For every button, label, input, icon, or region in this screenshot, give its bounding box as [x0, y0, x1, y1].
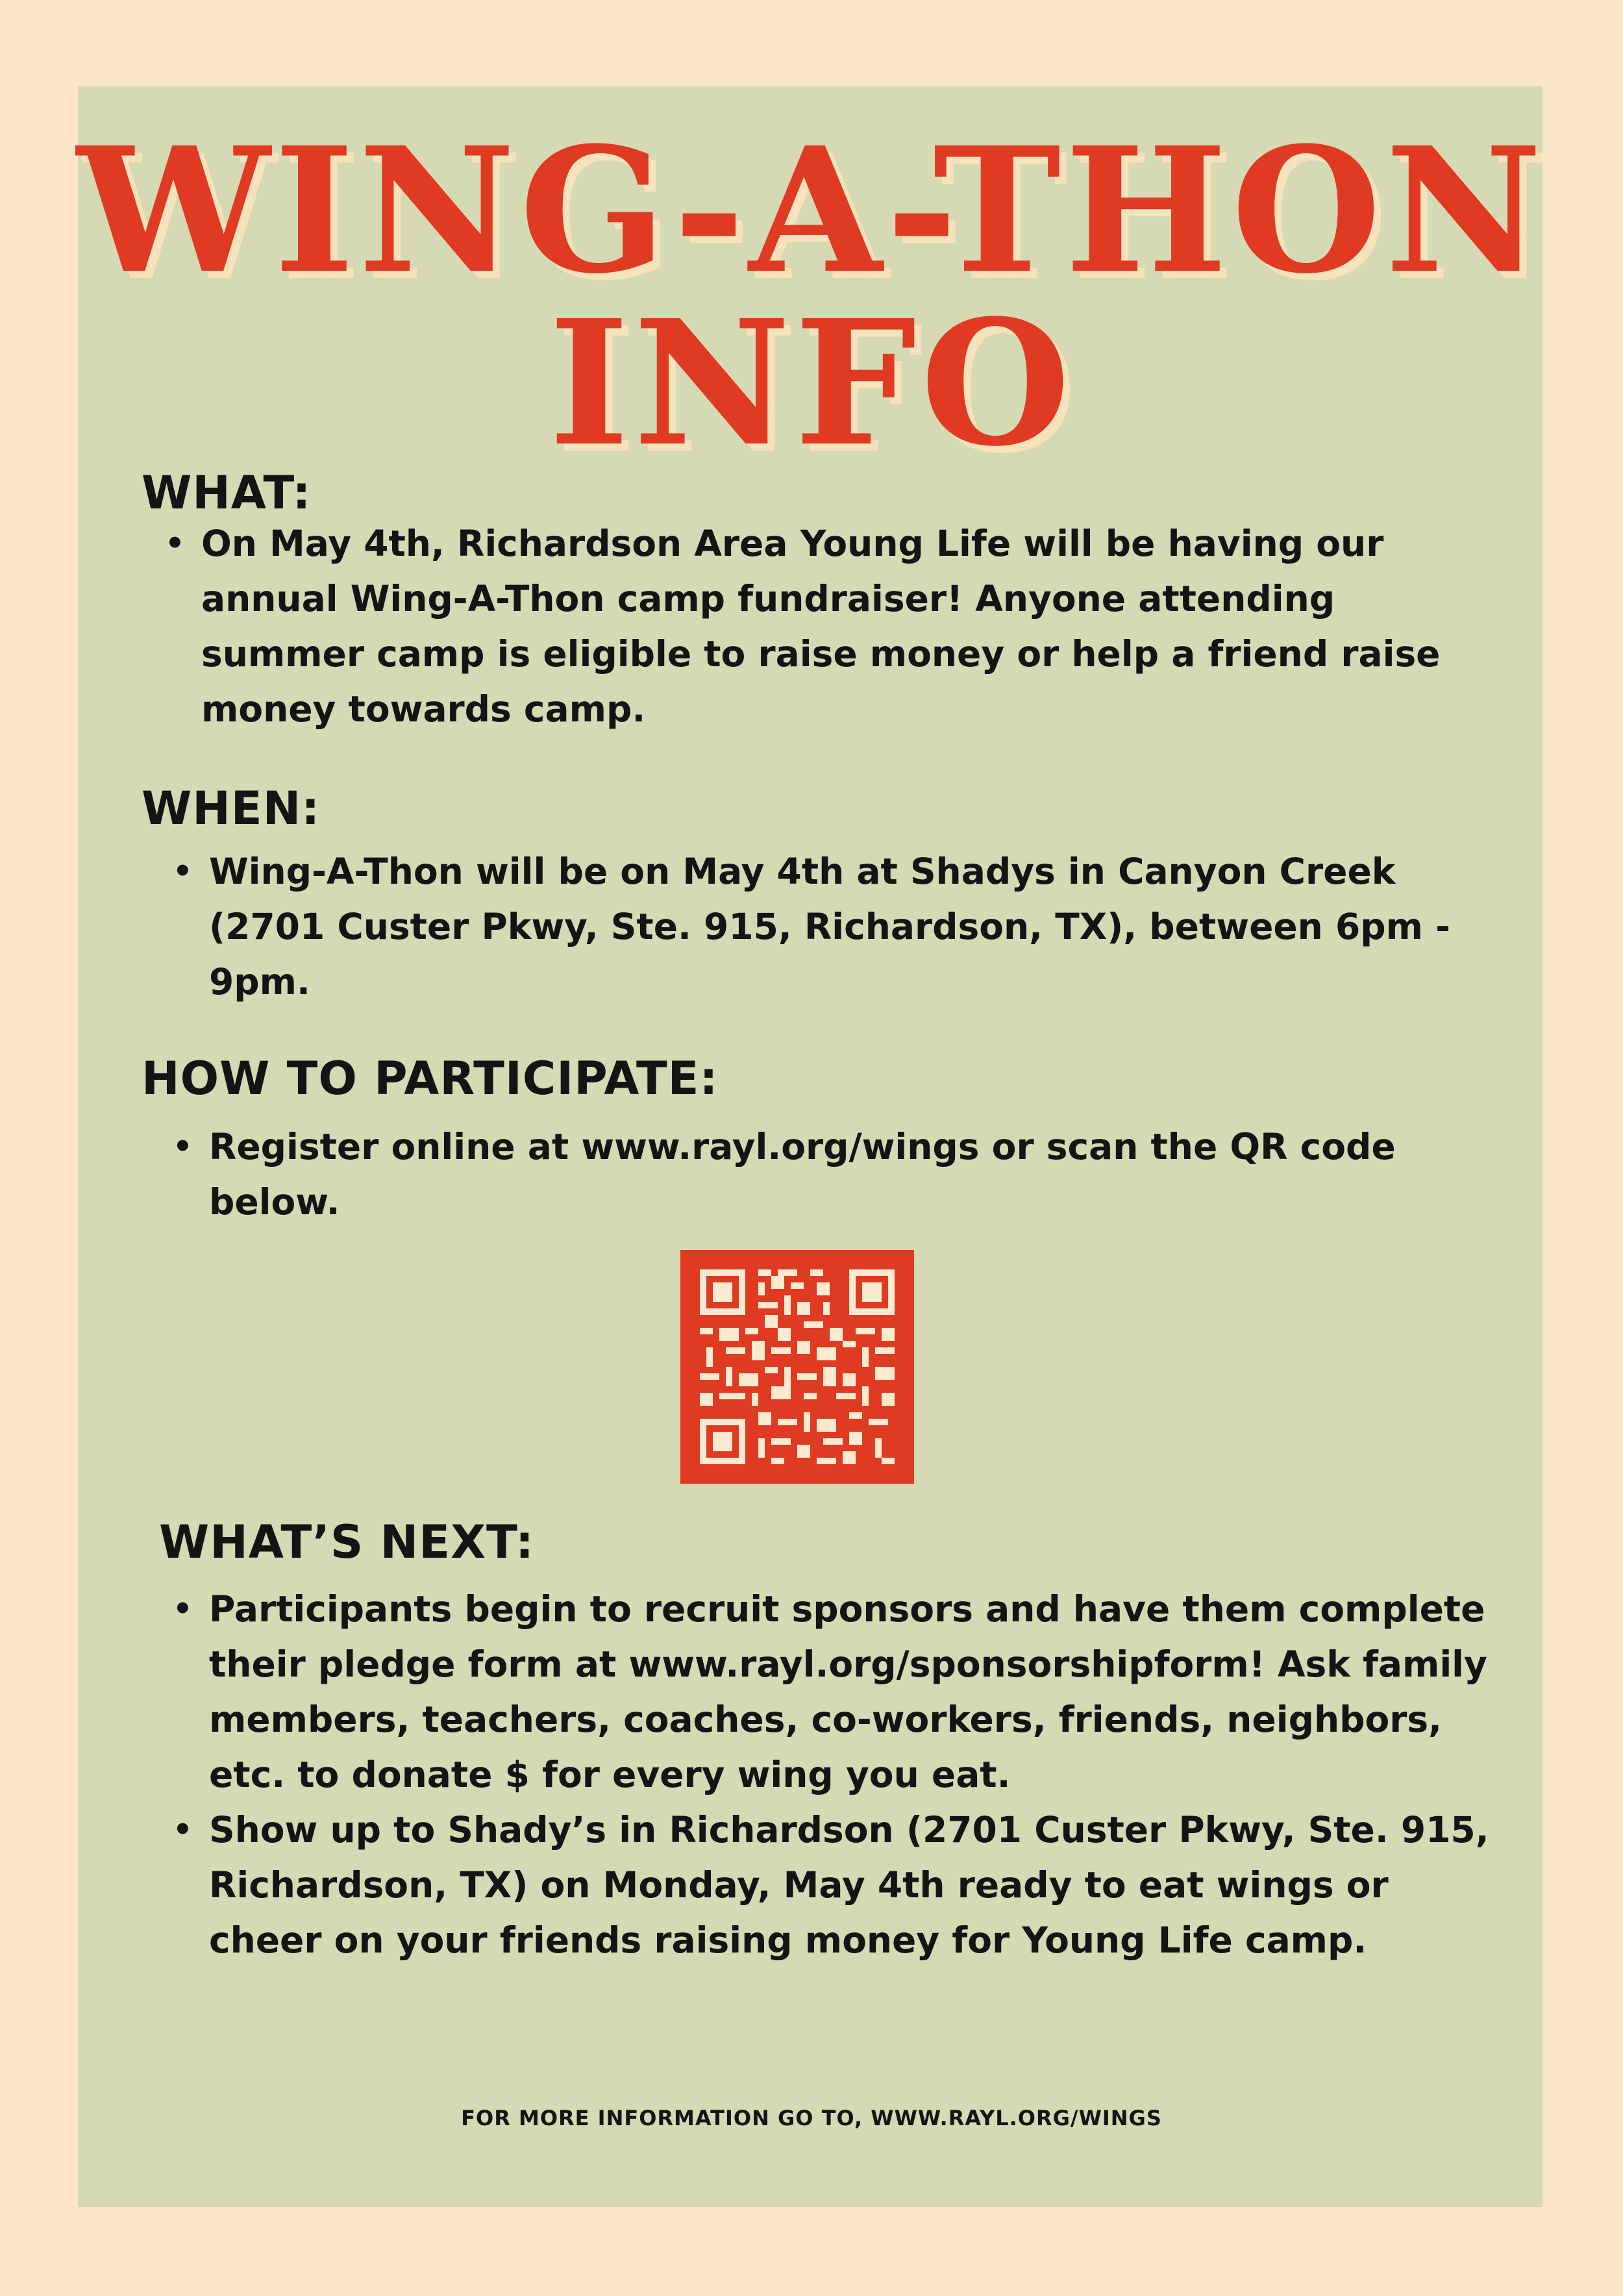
bullet-icon: • [165, 525, 185, 562]
next-heading: WHAT’S NEXT: [159, 1516, 534, 1569]
when-item-1-text: Wing-A-Thon will be on May 4th at Shadys in Canyon Creek (2701 Custer Pkwy, Ste. 915, Richardson, TX), between 6pm - 9pm. [209, 851, 1450, 1003]
next-item-1-text: Participants begin to recruit sponsors and have them complete their pledge form at www.rayl.org/sponsorshipform! Ask family members, teachers, coaches, co-workers, friends, neighbors, etc. to donate $ for every wing you eat. [209, 1588, 1487, 1795]
qr-code[interactable] [680, 1250, 914, 1484]
title-line-1: WING-A-THON [77, 110, 1546, 312]
how-list [170, 1119, 1494, 1230]
bullet-icon: • [173, 1129, 193, 1165]
next-item-1 [170, 1582, 1494, 1803]
how-item-1-text: Register online at www.rayl.org/wings or scan the QR code below. [209, 1126, 1396, 1223]
bullet-icon: • [173, 1591, 193, 1627]
next-item-2 [170, 1803, 1494, 1968]
footer-info: FOR MORE INFORMATION GO TO, WWW.RAYL.ORG/WINGS [461, 2106, 1162, 2130]
how-heading: HOW TO PARTICIPATE: [142, 1052, 719, 1105]
title-line-2: INFO [549, 282, 1074, 484]
what-list [162, 516, 1487, 737]
how-item-1 [170, 1119, 1494, 1230]
what-heading: WHAT: [142, 466, 312, 519]
what-item-1 [162, 516, 1487, 737]
qr-code-icon [680, 1250, 914, 1484]
next-list [170, 1582, 1494, 1968]
when-list [170, 844, 1494, 1010]
what-item-1-text: On May 4th, Richardson Area Young Life will be having our annual Wing-A-Thon camp fundraiser! Anyone attending summer camp is eligible to raise money or help a friend raise money towards camp. [201, 523, 1441, 730]
bullet-icon: • [173, 853, 193, 890]
when-item-1 [170, 844, 1494, 1010]
next-item-2-text: Show up to Shady’s in Richardson (2701 Custer Pkwy, Ste. 915, Richardson, TX) on Monday, May 4th ready to eat wings or cheer on your friends raising money for Young Life camp. [209, 1809, 1489, 1961]
when-heading: WHEN: [142, 782, 321, 835]
bullet-icon: • [173, 1812, 193, 1848]
